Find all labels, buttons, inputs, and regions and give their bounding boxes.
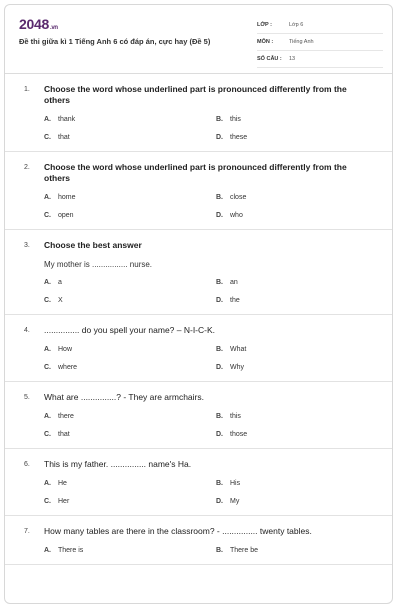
option-letter: A. — [44, 279, 51, 286]
exam-page — [4, 4, 393, 604]
meta-key: LỚP : — [257, 22, 272, 28]
option-text: who — [230, 212, 243, 219]
option-letter: B. — [216, 116, 223, 123]
answer-options — [44, 413, 370, 438]
question-header — [24, 459, 370, 470]
exam-meta — [257, 17, 383, 68]
option-text: My — [230, 498, 240, 505]
option-letter: A. — [44, 116, 51, 123]
answer-option[interactable] — [44, 480, 216, 487]
question-number: 7. — [24, 528, 30, 535]
option-letter: B. — [216, 194, 223, 201]
meta-row-class — [257, 17, 383, 34]
document-title: Đề thi giữa kì 1 Tiếng Anh 6 có đáp án, cực hay (Đề 5) — [19, 37, 211, 46]
option-letter: B. — [216, 346, 223, 353]
option-text: thank — [58, 116, 76, 123]
question-item — [5, 516, 392, 565]
answer-options — [44, 547, 370, 554]
answer-option[interactable] — [216, 297, 366, 304]
option-text: that — [58, 134, 70, 141]
meta-key: SỐ CÂU : — [257, 56, 282, 62]
option-text: these — [230, 134, 248, 141]
question-list — [5, 74, 392, 565]
question-number: 1. — [24, 86, 30, 93]
answer-option[interactable] — [44, 297, 216, 304]
question-header — [24, 392, 370, 403]
option-letter: C. — [44, 364, 51, 371]
option-text: What — [230, 346, 247, 353]
option-text: that — [58, 431, 70, 438]
option-letter: D. — [216, 431, 223, 438]
question-item — [5, 230, 392, 315]
answer-option[interactable] — [44, 346, 216, 353]
option-text: those — [230, 431, 248, 438]
option-text: this — [230, 116, 241, 123]
answer-option[interactable] — [216, 498, 366, 505]
answer-option[interactable] — [44, 134, 216, 141]
option-letter: B. — [216, 480, 223, 487]
answer-option[interactable] — [44, 279, 216, 286]
option-letter: B. — [216, 413, 223, 420]
answer-options — [44, 116, 370, 141]
option-letter: A. — [44, 346, 51, 353]
answer-option[interactable] — [216, 431, 366, 438]
question-item — [5, 315, 392, 382]
option-text: X — [58, 297, 63, 304]
meta-value: Tiếng Anh — [289, 39, 314, 45]
option-letter: D. — [216, 297, 223, 304]
option-text: Why — [230, 364, 244, 371]
meta-value: Lớp 6 — [289, 22, 304, 28]
meta-row-count — [257, 51, 383, 68]
question-header — [24, 162, 370, 184]
option-text: an — [230, 279, 238, 286]
option-letter: A. — [44, 480, 51, 487]
option-text: How — [58, 346, 73, 353]
option-letter: D. — [216, 364, 223, 371]
question-header — [24, 240, 370, 251]
answer-option[interactable] — [216, 279, 366, 286]
answer-option[interactable] — [44, 194, 216, 201]
option-letter: D. — [216, 498, 223, 505]
answer-option[interactable] — [216, 480, 366, 487]
option-letter: A. — [44, 547, 51, 554]
question-text: How many tables are there in the classroom? - ............... twenty tables. — [44, 526, 312, 536]
option-text: He — [58, 480, 67, 487]
question-prompt: My mother is ................ nurse. — [44, 260, 153, 269]
option-letter: A. — [44, 413, 51, 420]
option-text: this — [230, 413, 241, 420]
question-header — [24, 526, 370, 537]
answer-option[interactable] — [216, 547, 366, 554]
question-item — [5, 152, 392, 230]
logo-text: 2048 — [19, 16, 49, 32]
option-text: the — [230, 297, 240, 304]
question-text: Choose the word whose underlined part is pronounced differently from the others — [44, 84, 347, 105]
meta-key: MÔN : — [257, 39, 274, 45]
answer-option[interactable] — [216, 134, 366, 141]
question-text: This is my father. ............... name's Ha. — [44, 459, 192, 469]
answer-option[interactable] — [216, 413, 366, 420]
option-text: a — [58, 279, 62, 286]
logo-suffix: .vn — [49, 25, 58, 31]
question-number: 5. — [24, 394, 30, 401]
question-number: 4. — [24, 327, 30, 334]
answer-option[interactable] — [44, 413, 216, 420]
answer-option[interactable] — [44, 212, 216, 219]
answer-option[interactable] — [216, 212, 366, 219]
option-text: where — [58, 364, 78, 371]
option-letter: D. — [216, 134, 223, 141]
option-letter: B. — [216, 279, 223, 286]
site-logo[interactable] — [19, 16, 58, 32]
option-letter: C. — [44, 212, 51, 219]
answer-option[interactable] — [216, 346, 366, 353]
question-item — [5, 449, 392, 516]
option-letter: D. — [216, 212, 223, 219]
answer-option[interactable] — [216, 116, 366, 123]
option-letter: C. — [44, 431, 51, 438]
option-text: His — [230, 480, 241, 487]
answer-options — [44, 480, 370, 505]
question-item — [5, 382, 392, 449]
question-item — [5, 74, 392, 152]
option-text: open — [58, 212, 74, 219]
question-number: 3. — [24, 242, 30, 249]
meta-row-subject — [257, 34, 383, 51]
answer-option[interactable] — [44, 116, 216, 123]
page-header — [5, 5, 392, 74]
question-header — [24, 325, 370, 336]
option-text: home — [58, 194, 76, 201]
option-text: There be — [230, 547, 259, 554]
answer-option[interactable] — [216, 364, 366, 371]
question-number: 2. — [24, 164, 30, 171]
option-letter: C. — [44, 297, 51, 304]
question-text: Choose the best answer — [44, 240, 142, 250]
answer-options — [44, 194, 370, 219]
option-letter: B. — [216, 547, 223, 554]
question-header — [24, 84, 370, 106]
question-text: ............... do you spell your name? – N-I-C-K. — [44, 325, 216, 335]
answer-option[interactable] — [44, 547, 216, 554]
answer-option[interactable] — [44, 364, 216, 371]
answer-options — [44, 279, 370, 304]
option-text: Her — [58, 498, 70, 505]
answer-option[interactable] — [44, 498, 216, 505]
option-letter: A. — [44, 194, 51, 201]
option-text: There is — [58, 547, 84, 554]
question-text: Choose the word whose underlined part is pronounced differently from the others — [44, 162, 347, 183]
answer-option[interactable] — [44, 431, 216, 438]
meta-value: 13 — [289, 56, 296, 62]
question-number: 6. — [24, 461, 30, 468]
question-text: What are ...............? - They are armchairs. — [44, 392, 204, 402]
option-text: close — [230, 194, 247, 201]
option-text: there — [58, 413, 74, 420]
answer-option[interactable] — [216, 194, 366, 201]
option-letter: C. — [44, 498, 51, 505]
answer-options — [44, 346, 370, 371]
option-letter: C. — [44, 134, 51, 141]
